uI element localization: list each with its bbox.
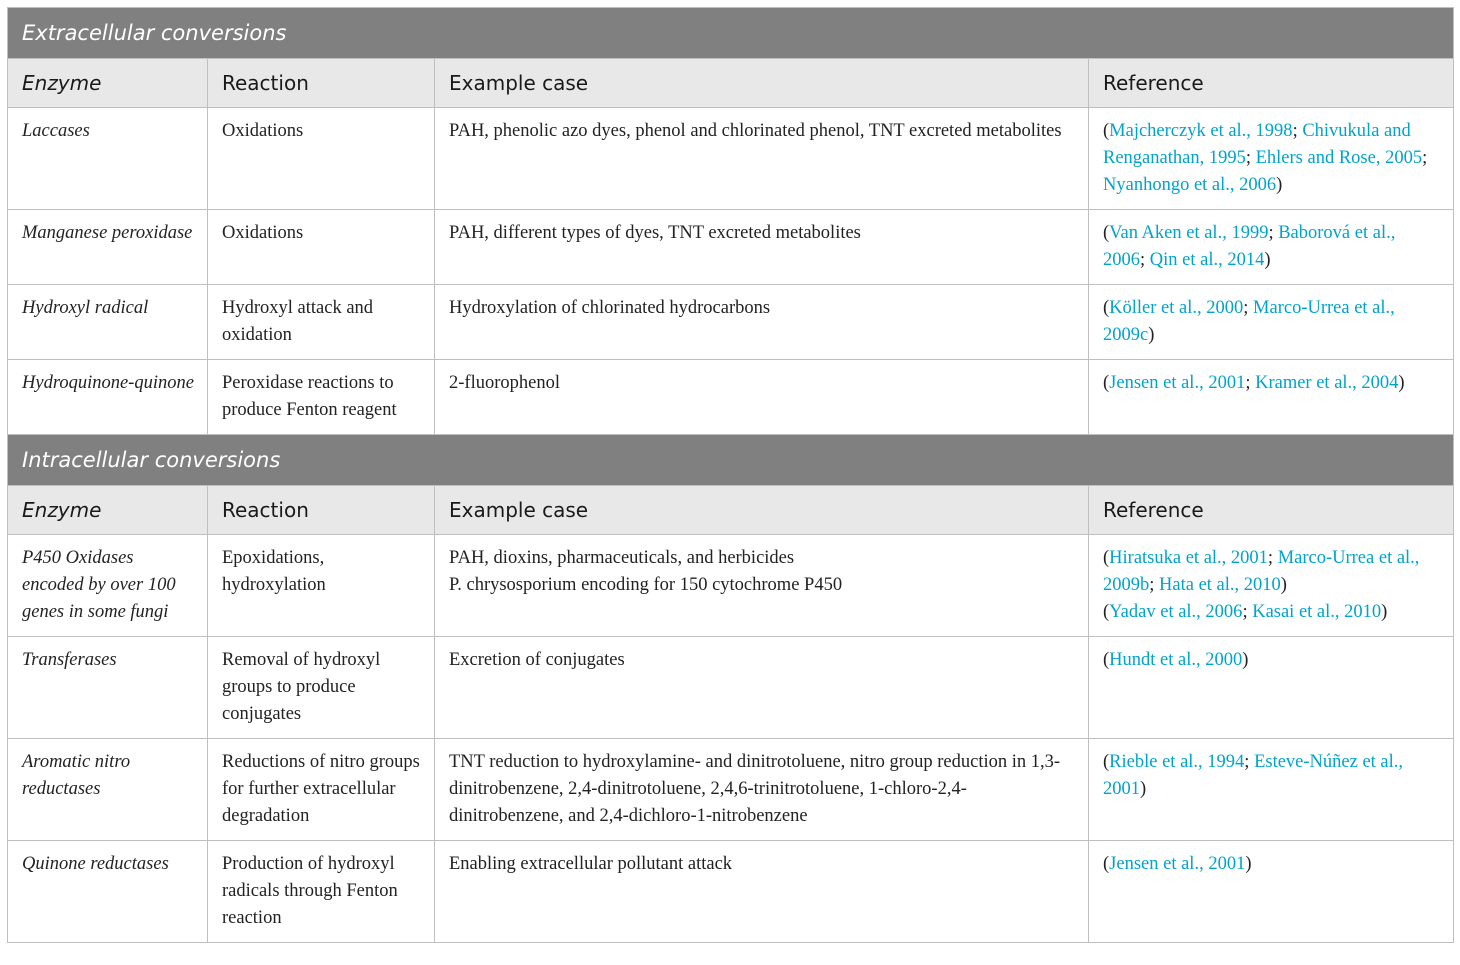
- paren-close: ): [1140, 779, 1147, 799]
- example-line: PAH, different types of dyes, TNT excreted metabolites: [449, 223, 861, 243]
- column-header: Example case: [435, 59, 1089, 108]
- reference-link[interactable]: Jensen et al., 2001: [1109, 854, 1246, 874]
- separator: ;: [1243, 298, 1254, 318]
- example-cell: [435, 108, 1089, 210]
- separator: ;: [1242, 602, 1253, 622]
- reference-cell: [1089, 108, 1454, 210]
- reference-link[interactable]: Hiratsuka et al., 2001: [1109, 548, 1268, 568]
- example-cell: [435, 285, 1089, 360]
- separator: ;: [1149, 575, 1160, 595]
- reference-cell: [1089, 285, 1454, 360]
- enzyme-table: [7, 7, 1454, 943]
- enzyme-cell: Aromatic nitro reductases: [8, 739, 208, 841]
- reference-link[interactable]: Majcherczyk et al., 1998: [1109, 121, 1293, 141]
- example-line: 2-fluorophenol: [449, 373, 560, 393]
- table-row: [8, 210, 1454, 285]
- table-row: [8, 108, 1454, 210]
- paren-open: (: [1103, 298, 1110, 318]
- example-cell: [435, 210, 1089, 285]
- example-line: Excretion of conjugates: [449, 650, 625, 670]
- reference-cell: [1089, 739, 1454, 841]
- reaction-cell: Peroxidase reactions to produce Fenton reagent: [208, 360, 435, 435]
- paren-open: (: [1103, 121, 1110, 141]
- column-header: Enzyme: [8, 486, 208, 535]
- table-container: [7, 7, 1453, 943]
- column-header: Example case: [435, 486, 1089, 535]
- reference-link[interactable]: Marco-Urrea et al., 2009c: [1103, 298, 1395, 345]
- paren-open: (: [1103, 650, 1110, 670]
- example-line: Hydroxylation of chlorinated hydrocarbons: [449, 298, 771, 318]
- section-title: Extracellular conversions: [8, 8, 1454, 59]
- enzyme-cell: Manganese peroxidase: [8, 210, 208, 285]
- enzyme-cell: P450 Oxidases encoded by over 100 genes in some fungi: [8, 535, 208, 637]
- reference-link[interactable]: Jensen et al., 2001: [1109, 373, 1246, 393]
- example-line: P. chrysosporium encoding for 150 cytochrome P450: [449, 575, 843, 595]
- reference-group: [1103, 647, 1441, 674]
- paren-close: ): [1276, 175, 1283, 195]
- example-line: Enabling extracellular pollutant attack: [449, 854, 733, 874]
- paren-open: (: [1103, 548, 1110, 568]
- enzyme-cell: Laccases: [8, 108, 208, 210]
- paren-open: (: [1103, 752, 1110, 772]
- enzyme-cell: Quinone reductases: [8, 841, 208, 943]
- table-row: [8, 360, 1454, 435]
- reference-link[interactable]: Ehlers and Rose, 2005: [1255, 148, 1423, 168]
- separator: ;: [1140, 250, 1150, 270]
- reference-group: [1103, 220, 1441, 274]
- paren-open: (: [1103, 602, 1110, 622]
- separator: ;: [1244, 752, 1255, 772]
- reference-group: [1103, 749, 1441, 803]
- table-row: [8, 637, 1454, 739]
- reference-group: [1103, 118, 1441, 199]
- column-header: Reference: [1089, 59, 1454, 108]
- example-line: PAH, phenolic azo dyes, phenol and chlorinated phenol, TNT excreted metabolites: [449, 121, 1062, 141]
- separator: ;: [1268, 223, 1279, 243]
- reference-link[interactable]: Chivukula and Renganathan, 1995: [1103, 121, 1411, 168]
- paren-open: (: [1103, 854, 1110, 874]
- reference-link[interactable]: Nyanhongo et al., 2006: [1103, 175, 1277, 195]
- reference-link[interactable]: Yadav et al., 2006: [1109, 602, 1243, 622]
- column-header: Enzyme: [8, 59, 208, 108]
- column-header-row: [8, 59, 1454, 108]
- table-body: [8, 8, 1454, 943]
- reaction-cell: Oxidations: [208, 210, 435, 285]
- reaction-cell: Removal of hydroxyl groups to produce conjugates: [208, 637, 435, 739]
- separator: ;: [1245, 148, 1256, 168]
- paren-close: ): [1148, 325, 1155, 345]
- reference-link[interactable]: Baborová et al., 2006: [1103, 223, 1396, 270]
- reference-group: [1103, 851, 1441, 878]
- reference-cell: [1089, 210, 1454, 285]
- reference-group: [1103, 370, 1441, 397]
- reference-cell: [1089, 637, 1454, 739]
- column-header: Reaction: [208, 486, 435, 535]
- separator: ;: [1267, 548, 1278, 568]
- paren-close: ): [1280, 575, 1287, 595]
- reference-link[interactable]: Hundt et al., 2000: [1109, 650, 1243, 670]
- paren-close: ): [1264, 250, 1271, 270]
- example-cell: [435, 637, 1089, 739]
- table-row: [8, 535, 1454, 637]
- reference-link[interactable]: Hata et al., 2010: [1159, 575, 1281, 595]
- column-header: Reference: [1089, 486, 1454, 535]
- reaction-cell: Oxidations: [208, 108, 435, 210]
- example-cell: [435, 360, 1089, 435]
- reference-cell: [1089, 360, 1454, 435]
- table-row: [8, 841, 1454, 943]
- reference-link[interactable]: Qin et al., 2014: [1149, 250, 1265, 270]
- column-header: Reaction: [208, 59, 435, 108]
- reaction-cell: Production of hydroxyl radicals through Fenton reaction: [208, 841, 435, 943]
- paren-close: ): [1242, 650, 1249, 670]
- reference-group: [1103, 599, 1441, 626]
- reference-group: [1103, 295, 1441, 349]
- reaction-cell: Hydroxyl attack and oxidation: [208, 285, 435, 360]
- column-header-row: [8, 486, 1454, 535]
- enzyme-cell: Hydroxyl radical: [8, 285, 208, 360]
- table-row: [8, 739, 1454, 841]
- separator: ;: [1245, 373, 1256, 393]
- example-cell: [435, 535, 1089, 637]
- separator: ;: [1422, 148, 1428, 168]
- reference-link[interactable]: Köller et al., 2000: [1109, 298, 1244, 318]
- section-title: Intracellular conversions: [8, 435, 1454, 486]
- paren-close: ): [1245, 854, 1252, 874]
- example-line: PAH, dioxins, pharmaceuticals, and herbicides: [449, 548, 795, 568]
- reference-link[interactable]: Rieble et al., 1994: [1109, 752, 1245, 772]
- example-cell: [435, 841, 1089, 943]
- reference-link[interactable]: Kramer et al., 2004: [1255, 373, 1399, 393]
- reference-link[interactable]: Kasai et al., 2010: [1252, 602, 1382, 622]
- section-title-row: [8, 435, 1454, 486]
- separator: ;: [1292, 121, 1303, 141]
- reference-group: [1103, 545, 1441, 599]
- example-line: TNT reduction to hydroxylamine- and dinitrotoluene, nitro group reduction in 1,3-dinitrobenzene, 2,4-dinitrotoluene, 2,4,6-trinitrotoluene, 1-chloro-2,4-dinitrobenzene, and 2,4-dichloro-1-nitrobenzene: [449, 752, 1061, 826]
- enzyme-cell: Hydroquinone-quinone: [8, 360, 208, 435]
- paren-open: (: [1103, 223, 1110, 243]
- reference-cell: [1089, 535, 1454, 637]
- paren-close: ): [1381, 602, 1388, 622]
- reaction-cell: Epoxidations, hydroxylation: [208, 535, 435, 637]
- reaction-cell: Reductions of nitro groups for further extracellular degradation: [208, 739, 435, 841]
- section-title-row: [8, 8, 1454, 59]
- paren-close: ): [1398, 373, 1405, 393]
- reference-link[interactable]: Marco-Urrea et al., 2009b: [1103, 548, 1420, 595]
- table-row: [8, 285, 1454, 360]
- reference-link[interactable]: Van Aken et al., 1999: [1109, 223, 1269, 243]
- paren-open: (: [1103, 373, 1110, 393]
- reference-link[interactable]: Esteve-Núñez et al., 2001: [1103, 752, 1404, 799]
- reference-cell: [1089, 841, 1454, 943]
- example-cell: [435, 739, 1089, 841]
- enzyme-cell: Transferases: [8, 637, 208, 739]
